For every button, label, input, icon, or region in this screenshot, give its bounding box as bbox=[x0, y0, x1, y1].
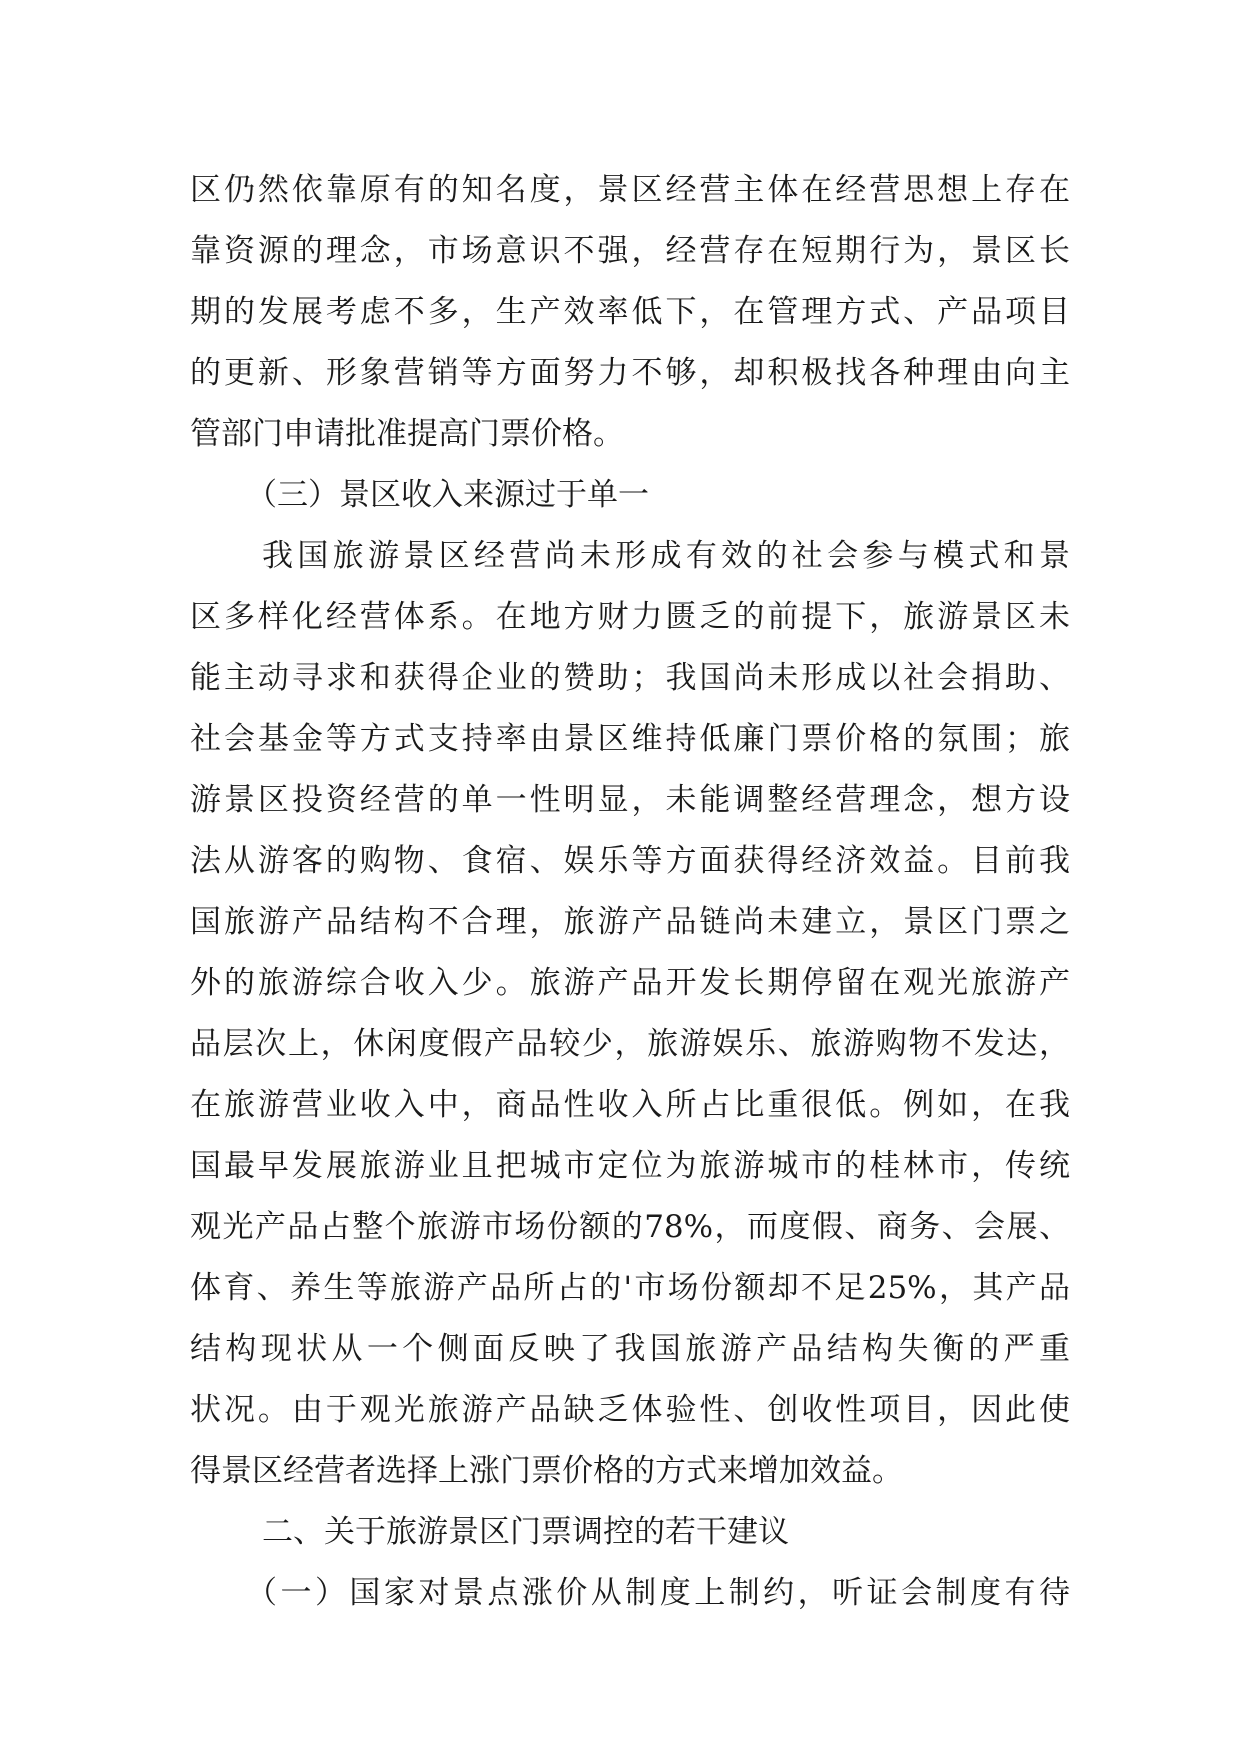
text-line: 国旅游产品结构不合理，旅游产品链尚未建立，景区门票之 bbox=[190, 904, 1070, 940]
text-line: 观光产品占整个旅游市场份额的78%，而度假、商务、会展、 bbox=[190, 1209, 1070, 1245]
text-line: 期的发展考虑不多，生产效率低下，在管理方式、产品项目 bbox=[190, 294, 1070, 330]
text-line: 区仍然依靠原有的知名度，景区经营主体在经营思想上存在 bbox=[190, 172, 1070, 208]
text-line: 得景区经营者选择上涨门票价格的方式来增加效益。 bbox=[190, 1453, 903, 1489]
text-line: 品层次上，休闲度假产品较少，旅游娱乐、旅游购物不发达， bbox=[190, 1026, 1070, 1062]
text-line: 能主动寻求和获得企业的赞助；我国尚未形成以社会捐助、 bbox=[190, 660, 1070, 696]
body-text bbox=[190, 160, 1070, 1624]
text-line: 法从游客的购物、食宿、娱乐等方面获得经济效益。目前我 bbox=[190, 843, 1070, 879]
text-line: 社会基金等方式支持率由景区维持低廉门票价格的氛围；旅 bbox=[190, 721, 1070, 757]
subsection-heading: （一）国家对景点涨价从制度上制约，听证会制度有待 bbox=[246, 1575, 1070, 1611]
text-line: 区多样化经营体系。在地方财力匮乏的前提下，旅游景区未 bbox=[190, 599, 1070, 635]
section-heading: 二、关于旅游景区门票调控的若干建议 bbox=[262, 1514, 789, 1550]
text-line: 游景区投资经营的单一性明显，未能调整经营理念，想方设 bbox=[190, 782, 1070, 818]
text-line: 靠资源的理念，市场意识不强，经营存在短期行为，景区长 bbox=[190, 233, 1070, 269]
text-line: 体育、养生等旅游产品所占的'市场份额却不足25%，其产品 bbox=[190, 1270, 1070, 1306]
text-line: 外的旅游综合收入少。旅游产品开发长期停留在观光旅游产 bbox=[190, 965, 1070, 1001]
section-heading: （三）景区收入来源过于单一 bbox=[246, 477, 649, 513]
text-line: 在旅游营业收入中，商品性收入所占比重很低。例如，在我 bbox=[190, 1087, 1070, 1123]
text-line: 的更新、形象营销等方面努力不够，却积极找各种理由向主 bbox=[190, 355, 1070, 391]
text-line: 国最早发展旅游业且把城市定位为旅游城市的桂林市，传统 bbox=[190, 1148, 1070, 1184]
text-line: 管部门申请批准提高门票价格。 bbox=[190, 416, 624, 452]
text-line: 我国旅游景区经营尚未形成有效的社会参与模式和景 bbox=[262, 538, 1070, 574]
text-line: 结构现状从一个侧面反映了我国旅游产品结构失衡的严重 bbox=[190, 1331, 1070, 1367]
text-line: 状况。由于观光旅游产品缺乏体验性、创收性项目，因此使 bbox=[190, 1392, 1070, 1428]
